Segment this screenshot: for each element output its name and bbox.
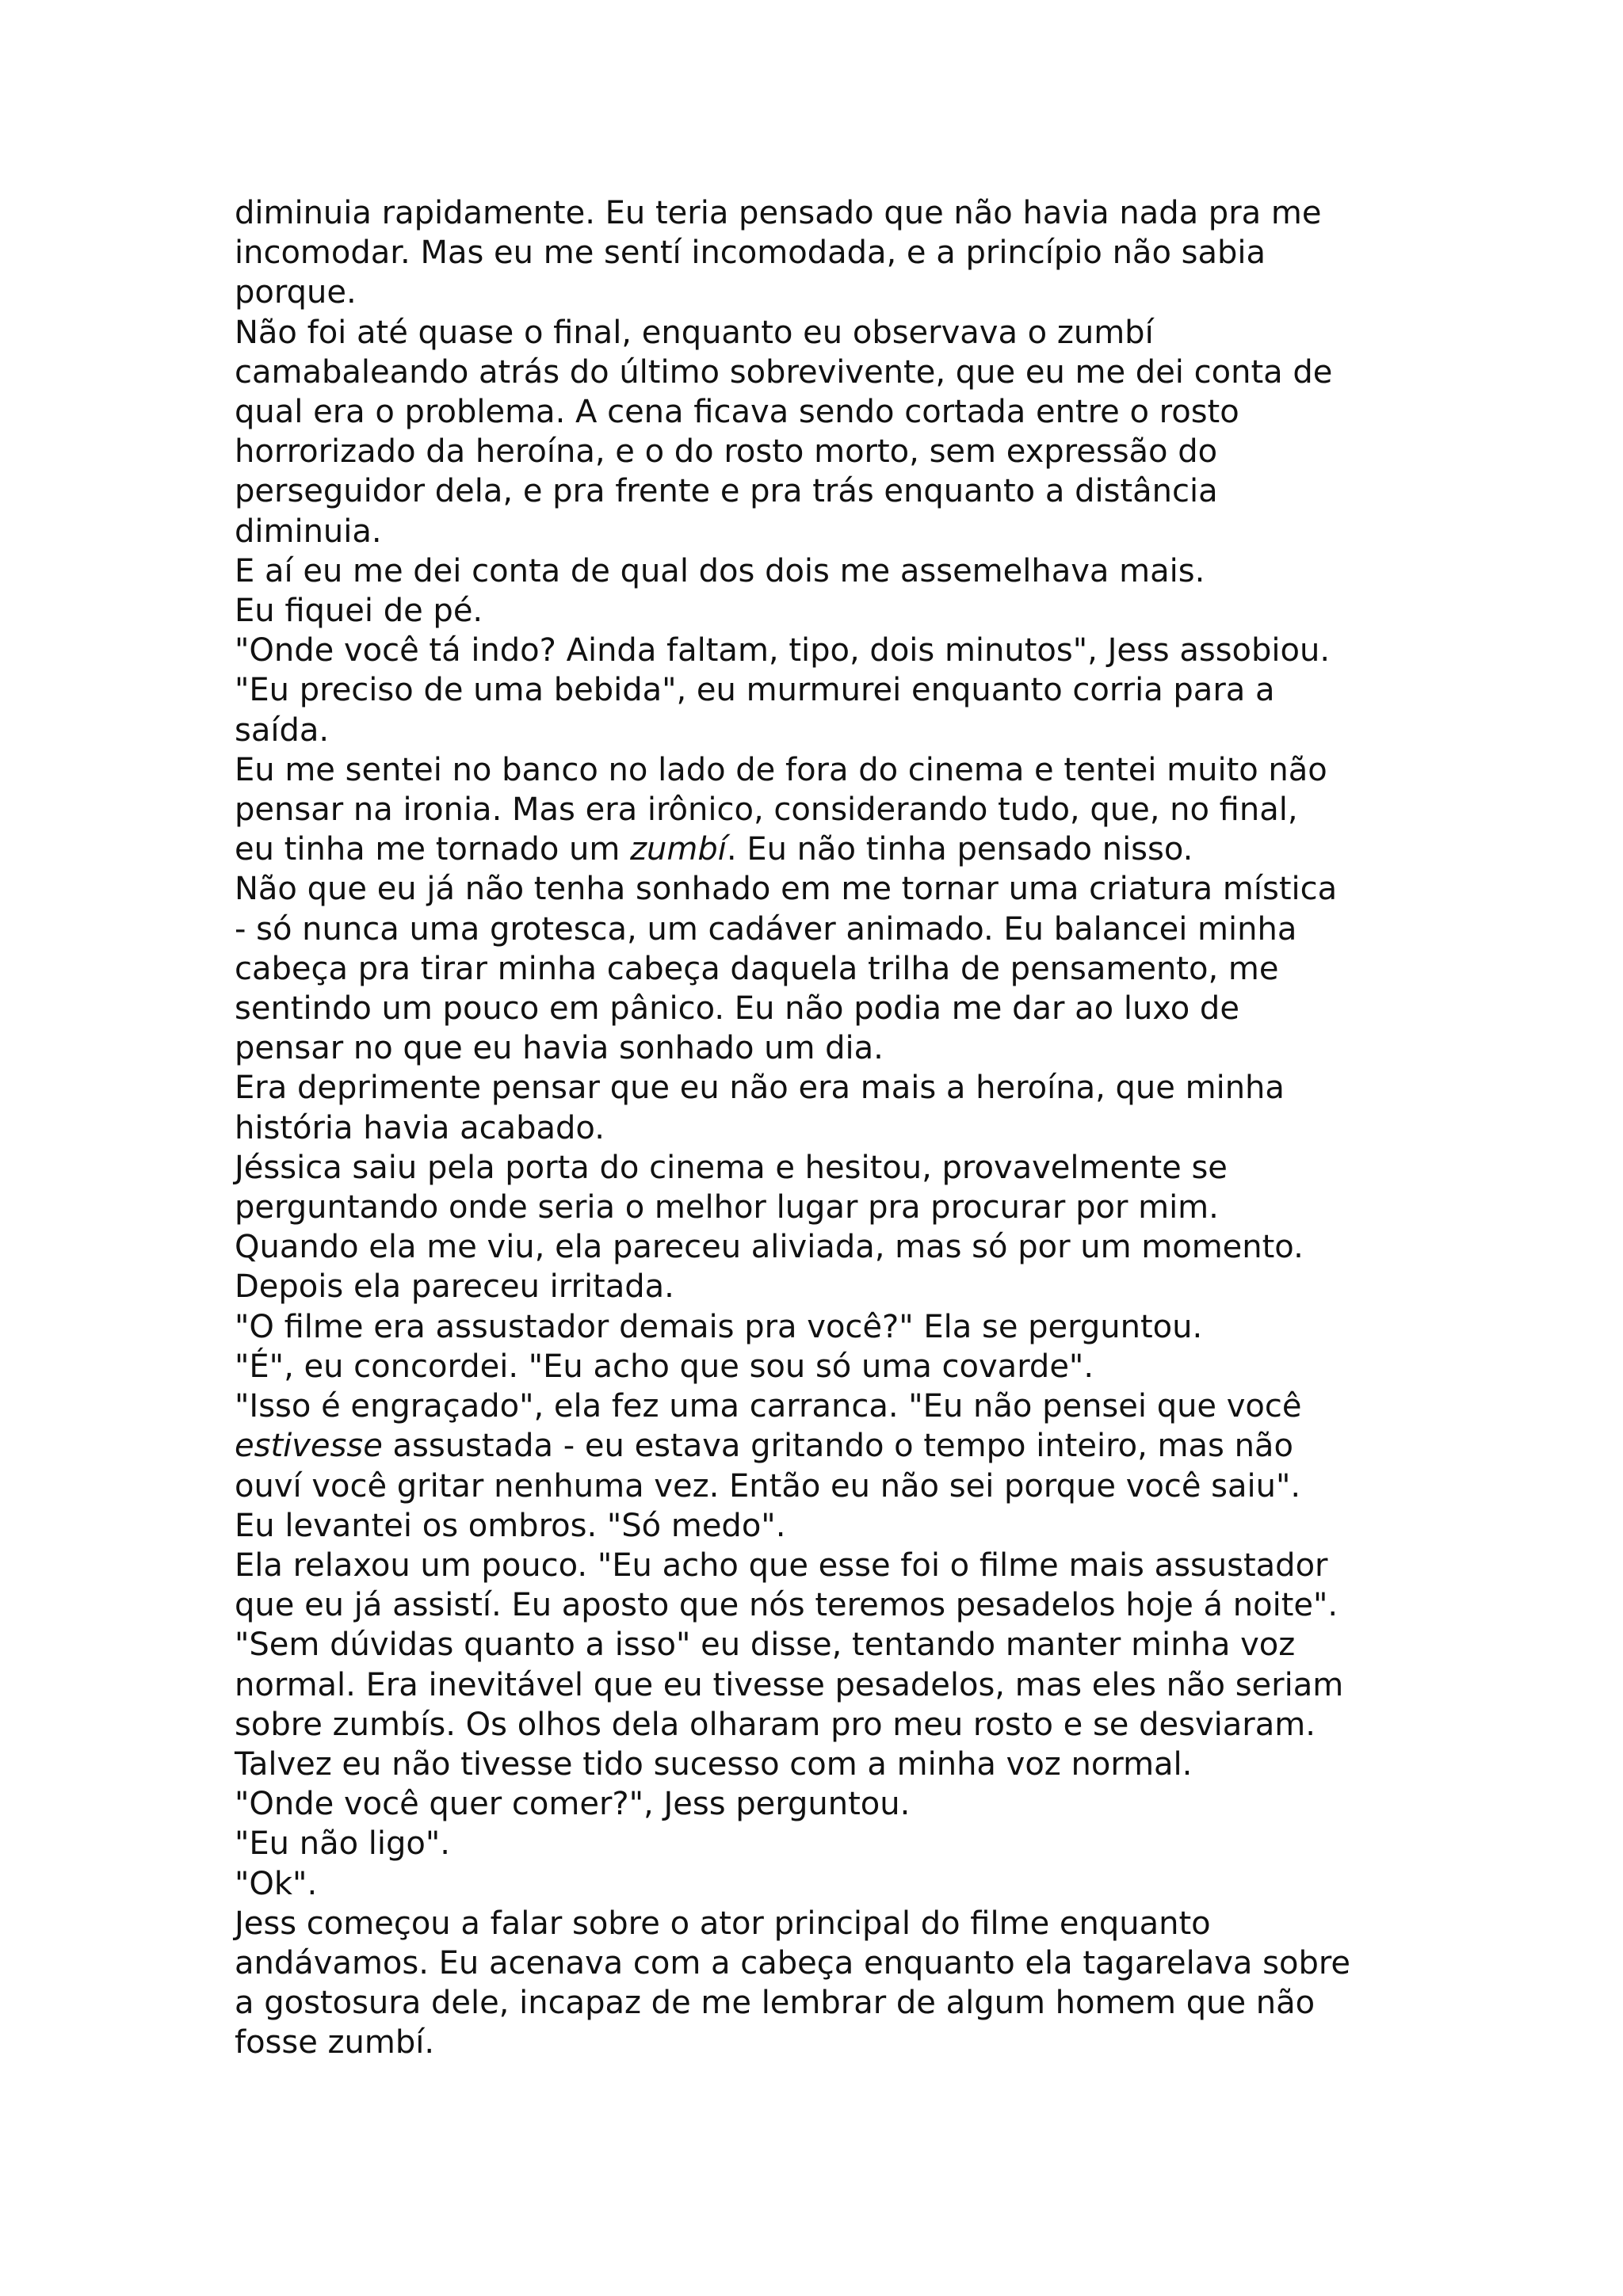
text-run: "Onde você tá indo? Ainda faltam, tipo, dois minutos", Jess assobiou. (235, 632, 1331, 669)
text-run: Eu fiquei de pé. (235, 593, 483, 630)
text-line (235, 1824, 1407, 1863)
text-run: pensar no que eu havia sonhado um dia. (235, 1030, 884, 1067)
text-line (235, 193, 1407, 233)
text-line (235, 392, 1407, 432)
text-line (235, 830, 1407, 869)
text-line (235, 1108, 1407, 1148)
text-line (235, 591, 1407, 631)
text-run: diminuia. (235, 513, 382, 550)
text-line (235, 989, 1407, 1028)
text-line (235, 1625, 1407, 1665)
text-run: qual era o problema. A cena ficava sendo cortada entre o rosto (235, 394, 1239, 431)
text-run: assustada - eu estava gritando o tempo inteiro, mas não (382, 1428, 1293, 1465)
text-line (235, 2023, 1407, 2062)
text-line (235, 1068, 1407, 1108)
text-line (235, 1784, 1407, 1824)
text-run: normal. Era inevitável que eu tivesse pesadelos, mas eles não seriam (235, 1666, 1344, 1703)
text-line (235, 750, 1407, 790)
text-line (235, 1745, 1407, 1784)
text-run: Eu me sentei no banco no lado de fora do cinema e tentei muito não (235, 751, 1327, 788)
text-run: "Isso é engraçado", ela fez uma carranca. "Eu não pensei que você (235, 1388, 1302, 1425)
text-run: "É", eu concordei. "Eu acho que sou só uma covarde". (235, 1348, 1094, 1385)
text-run: . Eu não tinha pensado nisso. (726, 831, 1193, 868)
text-run: andávamos. Eu acenava com a cabeça enquanto ela tagarelava sobre (235, 1944, 1351, 1981)
text-line (235, 233, 1407, 273)
text-run: pensar na ironia. Mas era irônico, considerando tudo, que, no final, (235, 791, 1298, 829)
text-run: a gostosura dele, incapaz de me lembrar de algum homem que não (235, 1985, 1316, 2022)
text-line (235, 1904, 1407, 1943)
text-line (235, 949, 1407, 989)
text-line (235, 353, 1407, 392)
text-line (235, 910, 1407, 949)
text-run: saída. (235, 711, 330, 749)
text-run: "Onde você quer comer?", Jess perguntou. (235, 1786, 911, 1823)
text-line (235, 1426, 1407, 1466)
text-line (235, 1943, 1407, 1983)
text-run: cabeça pra tirar minha cabeça daquela trilha de pensamento, me (235, 950, 1279, 987)
text-line (235, 1188, 1407, 1227)
text-run: sentindo um pouco em pânico. Eu não podia me dar ao luxo de (235, 990, 1239, 1028)
text-run: "Ok". (235, 1865, 318, 1902)
text-run: incomodar. Mas eu me sentí incomodada, e a princípio não sabia (235, 235, 1266, 272)
emphasis-text: estivesse (235, 1428, 383, 1465)
text-line (235, 1466, 1407, 1506)
text-run: "Sem dúvidas quanto a isso" eu disse, tentando manter minha voz (235, 1627, 1296, 1664)
text-run: Eu levantei os ombros. "Só medo". (235, 1507, 786, 1544)
text-line (235, 1386, 1407, 1426)
text-run: diminuia rapidamente. Eu teria pensado que não havia nada pra me (235, 195, 1322, 231)
text-run: "Eu não ligo". (235, 1825, 450, 1863)
text-line (235, 790, 1407, 830)
text-line (235, 1307, 1407, 1347)
text-run: camabaleando atrás do último sobrevivente, que eu me dei conta de (235, 353, 1333, 391)
body-text (235, 193, 1407, 2063)
text-line (235, 1267, 1407, 1306)
text-line (235, 1585, 1407, 1625)
text-line (235, 1028, 1407, 1068)
text-run: porque. (235, 274, 357, 311)
text-run: que eu já assistí. Eu aposto que nós teremos pesadelos hoje á noite". (235, 1587, 1338, 1624)
text-run: horrorizado da heroína, e o do rosto morto, sem expressão do (235, 433, 1218, 471)
text-line (235, 1864, 1407, 1904)
text-run: Não foi até quase o final, enquanto eu observava o zumbí (235, 314, 1154, 351)
text-run: perseguidor dela, e pra frente e pra trás enquanto a distância (235, 473, 1218, 510)
text-line (235, 1148, 1407, 1188)
text-line (235, 551, 1407, 591)
text-run: Depois ela pareceu irritada. (235, 1268, 674, 1306)
text-run: fosse zumbí. (235, 2024, 435, 2061)
text-run: "O filme era assustador demais pra você?" Ela se perguntou. (235, 1308, 1203, 1345)
text-run: Quando ela me viu, ela pareceu aliviada, mas só por um momento. (235, 1229, 1304, 1266)
text-line (235, 471, 1407, 511)
text-run: E aí eu me dei conta de qual dos dois me assemelhava mais. (235, 552, 1205, 589)
text-run: história havia acabado. (235, 1109, 605, 1146)
emphasis-text: zumbí (630, 831, 727, 868)
text-run: Era deprimente pensar que eu não era mais a heroína, que minha (235, 1070, 1285, 1107)
text-run: Talvez eu não tivesse tido sucesso com a minha voz normal. (235, 1745, 1193, 1783)
text-line (235, 631, 1407, 670)
text-line (235, 1546, 1407, 1585)
text-line (235, 1227, 1407, 1267)
text-run: Não que eu já não tenha sonhado em me tornar uma criatura mística (235, 871, 1338, 908)
text-line (235, 1705, 1407, 1745)
text-line (235, 1347, 1407, 1386)
text-line (235, 869, 1407, 909)
text-line (235, 512, 1407, 551)
text-line (235, 1983, 1407, 2023)
text-run: eu tinha me tornado um (235, 831, 631, 868)
text-run: - só nunca uma grotesca, um cadáver animado. Eu balancei minha (235, 910, 1297, 948)
text-line (235, 1506, 1407, 1546)
text-run: Jess começou a falar sobre o ator principal do filme enquanto (235, 1905, 1211, 1942)
text-run: ouví você gritar nenhuma vez. Então eu não sei porque você saiu". (235, 1467, 1301, 1505)
text-run: Jéssica saiu pela porta do cinema e hesitou, provavelmente se (235, 1149, 1228, 1186)
text-line (235, 670, 1407, 710)
text-line (235, 273, 1407, 312)
text-line (235, 313, 1407, 353)
text-run: "Eu preciso de uma bebida", eu murmurei enquanto corria para a (235, 672, 1275, 709)
text-line (235, 432, 1407, 471)
text-run: sobre zumbís. Os olhos dela olharam pro meu rosto e se desviaram. (235, 1706, 1316, 1743)
text-line (235, 1665, 1407, 1705)
text-line (235, 711, 1407, 750)
text-run: Ela relaxou um pouco. "Eu acho que esse foi o filme mais assustador (235, 1547, 1328, 1584)
text-run: perguntando onde seria o melhor lugar pra procurar por mim. (235, 1189, 1219, 1226)
